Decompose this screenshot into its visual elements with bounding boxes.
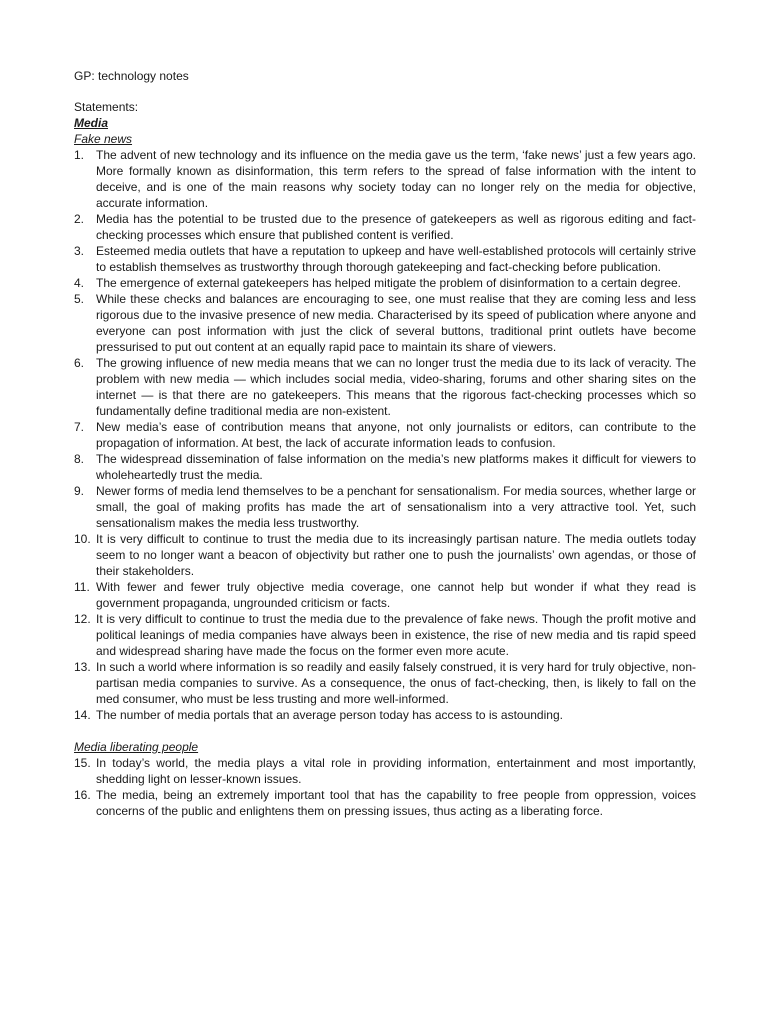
item-number: 1. <box>74 148 85 162</box>
media-liberating-list <box>74 755 696 819</box>
list-item <box>74 147 696 211</box>
document-page <box>74 68 696 819</box>
item-text: It is very difficult to continue to trust the media due to the prevalence of fake news. Though the profit motive and political leanings of media companies have always been in existence, the rise of new media and tis rapid speed and widespread sharing have made the focus on the former even more acute. <box>96 612 696 658</box>
item-number: 15. <box>74 756 91 770</box>
list-item <box>74 707 696 723</box>
item-text: Media has the potential to be trusted due to the presence of gatekeepers as well as rigorous editing and fact-checking processes which ensure that published content is verified. <box>96 212 696 242</box>
list-item <box>74 211 696 243</box>
section-title: Media <box>74 116 109 130</box>
item-number: 14. <box>74 708 91 722</box>
list-item <box>74 355 696 419</box>
item-number: 4. <box>74 276 85 290</box>
item-number: 6. <box>74 356 85 370</box>
list-item <box>74 659 696 707</box>
list-item <box>74 483 696 531</box>
spacer <box>74 84 696 99</box>
item-text: New media’s ease of contribution means that anyone, not only journalists or editors, can contribute to the propagation of information. At best, the lack of accurate information leads to confusion. <box>96 420 696 450</box>
item-text: Esteemed media outlets that have a reputation to upkeep and have well-established protocols will certainly strive to establish themselves as trustworthy through thorough gatekeeping and fact-checking before publication. <box>96 244 696 274</box>
fake-news-list <box>74 147 696 723</box>
subsection-title-media-liberating: Media liberating people <box>74 740 199 754</box>
list-item <box>74 243 696 275</box>
item-number: 7. <box>74 420 85 434</box>
item-number: 16. <box>74 788 91 802</box>
item-text: The advent of new technology and its influence on the media gave us the term, ‘fake news’ just a few years ago. More formally known as disinformation, this term refers to the spread of false information with the intent to deceive, and is one of the main reasons why society today can no longer rely on the media for objective, accurate information. <box>96 148 696 210</box>
item-number: 10. <box>74 532 91 546</box>
list-item <box>74 611 696 659</box>
list-item <box>74 579 696 611</box>
item-number: 3. <box>74 244 85 258</box>
list-item <box>74 755 696 787</box>
item-text: With fewer and fewer truly objective media coverage, one cannot help but wonder if what they read is government propaganda, ungrounded criticism or facts. <box>96 580 696 610</box>
item-text: The media, being an extremely important tool that has the capability to free people from oppression, voices concerns of the public and enlightens them on pressing issues, thus acting as a liberating force. <box>96 788 696 818</box>
item-number: 12. <box>74 612 91 626</box>
list-item <box>74 419 696 451</box>
item-text: While these checks and balances are encouraging to see, one must realise that they are coming less and less rigorous due to the invasive presence of new media. Characterised by its speed of publication where anyone and everyone can post information with just the click of several buttons, traditional print outlets have become pressurised to put out content at an equally rapid pace to maintain its share of viewers. <box>96 292 696 354</box>
list-item <box>74 291 696 355</box>
item-number: 13. <box>74 660 91 674</box>
item-number: 11. <box>74 580 90 594</box>
document-title: GP: technology notes <box>74 69 189 83</box>
item-text: The emergence of external gatekeepers has helped mitigate the problem of disinformation to a certain degree. <box>96 276 682 290</box>
subsection-title-fake-news: Fake news <box>74 132 133 146</box>
item-text: The growing influence of new media means that we can no longer trust the media due to its lack of veracity. The problem with new media — which includes social media, video-sharing, forums and other sharing sites on the internet — is that there are no gatekeepers. This means that the rigorous fact-checking processes which so fundamentally define traditional media are non-existent. <box>96 356 696 418</box>
statements-label: Statements: <box>74 100 139 114</box>
list-item <box>74 275 696 291</box>
item-text: Newer forms of media lend themselves to be a penchant for sensationalism. For media sources, whether large or small, the goal of making profits has made the art of sensationalism into a very attractive tool. Yet, such sensationalism makes the media less trustworthy. <box>96 484 696 530</box>
list-item <box>74 451 696 483</box>
item-number: 8. <box>74 452 85 466</box>
item-number: 2. <box>74 212 85 226</box>
list-item <box>74 787 696 819</box>
item-text: The widespread dissemination of false information on the media’s new platforms makes it difficult for viewers to wholeheartedly trust the media. <box>96 452 696 482</box>
item-number: 5. <box>74 292 85 306</box>
item-number: 9. <box>74 484 85 498</box>
item-text: In today’s world, the media plays a vital role in providing information, entertainment and most importantly, shedding light on lesser-known issues. <box>96 756 696 786</box>
item-text: It is very difficult to continue to trust the media due to its increasingly partisan nature. The media outlets today seem to no longer want a beacon of objectivity but rather one to push the journalists’ own agendas, or those of their stakeholders. <box>96 532 696 578</box>
item-text: The number of media portals that an average person today has access to is astounding. <box>96 708 563 722</box>
list-item <box>74 531 696 579</box>
item-text: In such a world where information is so readily and easily falsely construed, it is very hard for truly objective, non-partisan media companies to survive. As a consequence, the onus of fact-checking, then, is likely to fall on the med consumer, who must be less trusting and more well-informed. <box>96 660 696 706</box>
